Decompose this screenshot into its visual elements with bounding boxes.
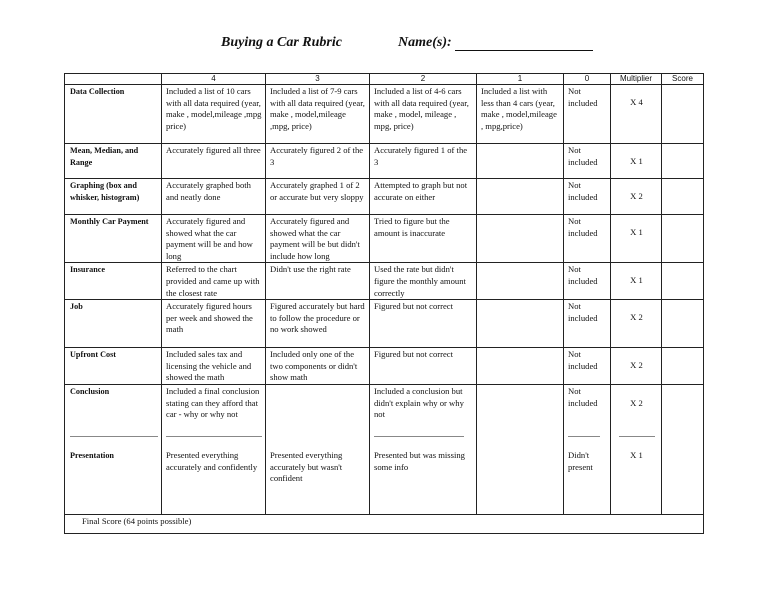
header-4: 4	[162, 74, 266, 85]
multiplier-cell	[611, 384, 662, 514]
cell-1: Included a list with less than 4 cars (year, make , model,mileage , mpg,price)	[477, 85, 564, 144]
cell-0: Not included	[564, 179, 611, 215]
final-score-row	[65, 514, 704, 533]
header-score: Score	[662, 74, 704, 85]
presentation-0: Didn't present	[568, 449, 593, 472]
conclusion-4: Included a final conclusion stating can they afford that car - why or why not	[166, 385, 260, 420]
divider	[568, 436, 600, 437]
score-cell	[662, 384, 704, 514]
header-2: 2	[370, 74, 477, 85]
category-cell: Monthly Car Payment	[65, 215, 162, 263]
presentation-2: Presented but was missing some info	[374, 449, 465, 472]
score-cell	[662, 348, 704, 385]
multiplier-cell: X 1	[611, 144, 662, 179]
cell-1	[477, 215, 564, 263]
score-cell	[662, 215, 704, 263]
table-row	[65, 215, 704, 263]
header-multiplier: Multiplier	[611, 74, 662, 85]
multiplier-cell: X 1	[611, 215, 662, 263]
cell-3: Included a list of 7-9 cars with all data required (year, make , model,mileage ,mpg, price)	[266, 85, 370, 144]
conclusion-label: Conclusion	[70, 386, 110, 396]
names-label: Name(s):	[398, 35, 452, 50]
category-cell: Insurance	[65, 263, 162, 300]
cell-4: Accurately figured hours per week and showed the math	[162, 300, 266, 348]
cell-2: Figured but not correct	[370, 300, 477, 348]
cell-2: Used the rate but didn't figure the monthly amount correctly	[370, 263, 477, 300]
cell-3: Didn't use the right rate	[266, 263, 370, 300]
conclusion-3	[270, 386, 366, 434]
cell-0	[564, 384, 611, 514]
cell-4: Accurately figured and showed what the car payment will be and how long	[162, 215, 266, 263]
cell-4: Included a list of 10 cars with all data required (year, make , model,mileage ,mpg price)	[162, 85, 266, 144]
table-row	[65, 300, 704, 348]
table-row	[65, 144, 704, 179]
cell-3: Accurately graphed 1 of 2 or accurate but very sloppy	[266, 179, 370, 215]
multiplier-cell: X 4	[611, 85, 662, 144]
divider	[270, 436, 366, 437]
cell-0: Not included	[564, 263, 611, 300]
cell-2: Tried to figure but the amount is inaccurate	[370, 215, 477, 263]
score-cell	[662, 179, 704, 215]
category-cell	[65, 384, 162, 514]
table-row-combined	[65, 384, 704, 514]
cell-1	[477, 144, 564, 179]
names-field	[398, 35, 593, 51]
score-cell	[662, 85, 704, 144]
conclusion-multiplier: X 2	[630, 397, 643, 408]
score-cell	[662, 144, 704, 179]
category-cell: Upfront Cost	[65, 348, 162, 385]
cell-2: Accurately figured 1 of the 3	[370, 144, 477, 179]
multiplier-cell: X 2	[611, 179, 662, 215]
category-cell: Job	[65, 300, 162, 348]
multiplier-cell: X 2	[611, 300, 662, 348]
names-blank-line	[455, 37, 593, 51]
divider	[619, 436, 655, 437]
category-cell: Data Collection	[65, 85, 162, 144]
table-row	[65, 263, 704, 300]
cell-1	[477, 179, 564, 215]
cell-1	[477, 348, 564, 385]
conclusion-0: Not included	[568, 385, 598, 408]
multiplier-cell: X 1	[611, 263, 662, 300]
header-1: 1	[477, 74, 564, 85]
cell-4: Accurately graphed both and neatly done	[162, 179, 266, 215]
cell-0: Not included	[564, 85, 611, 144]
table-row	[65, 85, 704, 144]
cell-4: Accurately figured all three	[162, 144, 266, 179]
cell-4	[162, 384, 266, 514]
cell-0: Not included	[564, 144, 611, 179]
divider	[374, 436, 464, 437]
category-cell: Mean, Median, and Range	[65, 144, 162, 179]
table-row	[65, 348, 704, 385]
divider	[166, 436, 262, 437]
multiplier-cell: X 2	[611, 348, 662, 385]
rubric-table	[64, 73, 704, 534]
cell-3: Figured accurately but hard to follow the procedure or no work showed	[266, 300, 370, 348]
presentation-3: Presented everything accurately but wasn't confident	[270, 449, 343, 484]
cell-4: Referred to the chart provided and came up with the closest rate	[162, 263, 266, 300]
score-cell	[662, 300, 704, 348]
cell-0: Not included	[564, 348, 611, 385]
cell-1	[477, 384, 564, 514]
presentation-4: Presented everything accurately and confidently	[166, 449, 258, 472]
header-3: 3	[266, 74, 370, 85]
cell-3: Accurately figured and showed what the car payment will be but didn't include how long	[266, 215, 370, 263]
cell-1	[477, 300, 564, 348]
divider	[70, 436, 158, 437]
category-cell: Graphing (box and whisker, histogram)	[65, 179, 162, 215]
cell-0: Not included	[564, 300, 611, 348]
cell-0: Not included	[564, 215, 611, 263]
document-title: Buying a Car Rubric	[221, 35, 342, 50]
cell-2: Figured but not correct	[370, 348, 477, 385]
cell-2	[370, 384, 477, 514]
cell-3: Included only one of the two components or didn't show math	[266, 348, 370, 385]
final-score-label: Final Score (64 points possible)	[65, 514, 704, 533]
header-row	[65, 74, 704, 85]
cell-2: Included a list of 4-6 cars with all data required (year, make , model, mileage , mpg, price)	[370, 85, 477, 144]
header-category	[65, 74, 162, 85]
cell-2: Attempted to graph but not accurate on either	[370, 179, 477, 215]
cell-1	[477, 263, 564, 300]
conclusion-2: Included a conclusion but didn't explain why or why not	[374, 385, 464, 420]
cell-3: Accurately figured 2 of the 3	[266, 144, 370, 179]
presentation-label: Presentation	[70, 450, 114, 460]
cell-4: Included sales tax and licensing the vehicle and showed the math	[162, 348, 266, 385]
presentation-multiplier: X 1	[630, 449, 643, 460]
score-cell	[662, 263, 704, 300]
table-row	[65, 179, 704, 215]
header-0: 0	[564, 74, 611, 85]
cell-3	[266, 384, 370, 514]
